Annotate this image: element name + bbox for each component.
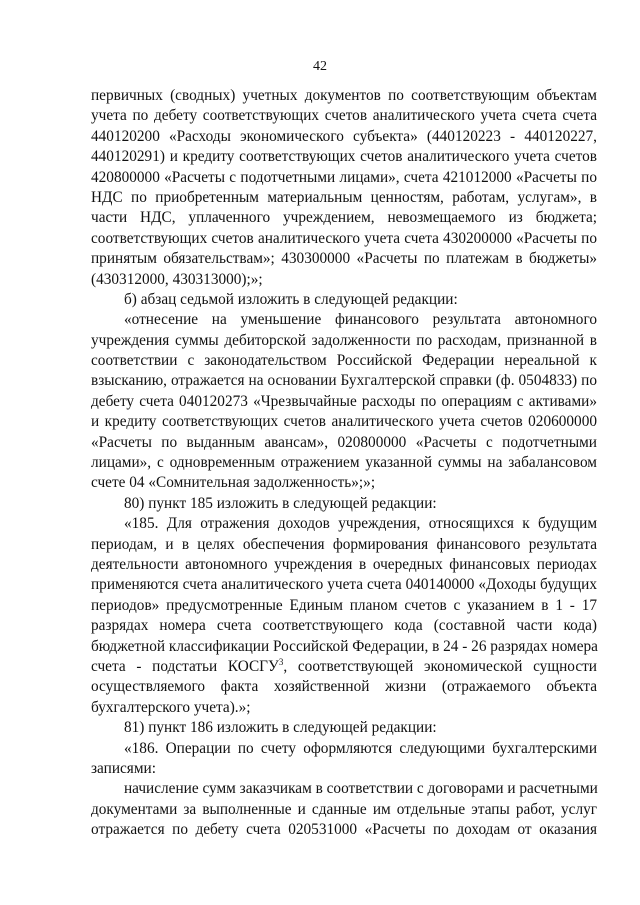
text-line: соответствии с законодательством Российской Федерации нереальной к bbox=[91, 352, 597, 370]
text-line: НДС по приобретенным материальным ценностям, работам, услугам», в bbox=[91, 188, 597, 206]
document-body bbox=[91, 86, 597, 840]
footnote-reference: 3 bbox=[278, 656, 284, 667]
text-line: «отнесение на уменьшение финансового результата автономного bbox=[124, 311, 597, 329]
text-line: части НДС, уплаченного учреждением, невозмещаемого из бюджета; bbox=[91, 209, 597, 227]
text-line: периодам, и в целях обеспечения формирования финансового результата bbox=[91, 535, 597, 553]
page-number: 42 bbox=[313, 59, 327, 74]
text-line: первичных (сводных) учетных документов по соответствующим объектам bbox=[91, 87, 597, 104]
text-line: документами за выполненные и сданные им отдельные этапы работ, услуг bbox=[91, 800, 597, 818]
text-line: 420800000 «Расчеты с подотчетными лицами», счета 421012000 «Расчеты по bbox=[91, 168, 597, 186]
text-line: лицами», с одновременным отражением указанной суммы на забалансовом bbox=[91, 454, 597, 472]
text-line: отражается по дебету счета 020531000 «Расчеты по доходам от оказания bbox=[91, 821, 597, 839]
text-line: записями: bbox=[91, 759, 156, 777]
text-line: бухгалтерского учета).»; bbox=[91, 698, 251, 716]
text-line: 80) пункт 185 изложить в следующей редакции: bbox=[124, 494, 437, 512]
text-line: 440120291) и кредиту соответствующих счетов аналитического учета счетов bbox=[91, 148, 597, 166]
text-line: 81) пункт 186 изложить в следующей редакции: bbox=[124, 719, 437, 737]
text-line: взысканию, отражается на основании Бухгалтерской справки (ф. 0504833) по bbox=[91, 372, 597, 390]
text-line: 440120200 «Расходы экономического субъекта» (440120223 - 440120227, bbox=[91, 127, 597, 145]
text-line: соответствующих счетов аналитического учета счета 430200000 «Расчеты по bbox=[91, 229, 597, 247]
text-line: разрядах номера счета соответствующего кода (составной части кода) bbox=[91, 617, 597, 635]
text-line: «186. Операции по счету оформляются следующими бухгалтерскими bbox=[124, 739, 597, 757]
text-line: (430312000, 430313000);»; bbox=[91, 270, 263, 288]
text-line: б) абзац седьмой изложить в следующей редакции: bbox=[124, 290, 458, 308]
text-line: начисление сумм заказчикам в соответствии с договорами и расчетными bbox=[124, 780, 598, 798]
text-line: периодов» предусмотренные Единым планом счетов с указанием в 1 - 17 bbox=[91, 596, 597, 614]
text-line: применяются счета аналитического учета счета 040140000 «Доходы будущих bbox=[91, 576, 597, 594]
text-line: «Расчеты по выданным авансам», 020800000 «Расчеты с подотчетными bbox=[91, 433, 597, 451]
text-fragment: , соответствующей экономической сущности bbox=[283, 657, 597, 675]
text-line: осуществляемого факта хозяйственной жизни (отражаемого объекта bbox=[91, 678, 597, 696]
text-line bbox=[91, 657, 597, 677]
text-line: дебету счета 040120273 «Чрезвычайные расходы по операциям с активами» bbox=[91, 392, 597, 410]
text-line: учреждения суммы дебиторской задолженности по расходам, признанной в bbox=[91, 331, 597, 349]
text-fragment: счета - подстатьи КОСГУ bbox=[91, 657, 279, 675]
text-line: счете 04 «Сомнительная задолженность»;»; bbox=[91, 474, 376, 492]
text-line: учета по дебету соответствующих счетов аналитического учета счета счета bbox=[91, 107, 597, 125]
text-line: деятельности автономного учреждения в очередных финансовых периодах bbox=[91, 555, 597, 573]
text-line: бюджетной классификации Российской Федерации, в 24 - 26 разрядах номера bbox=[91, 637, 598, 655]
text-line: «185. Для отражения доходов учреждения, относящихся к будущим bbox=[124, 515, 597, 533]
text-line: принятым обязательствам»; 430300000 «Расчеты по платежам в бюджеты» bbox=[91, 250, 597, 268]
text-line: и кредиту соответствующих счетов аналитического учета счетов 020600000 bbox=[91, 413, 597, 431]
